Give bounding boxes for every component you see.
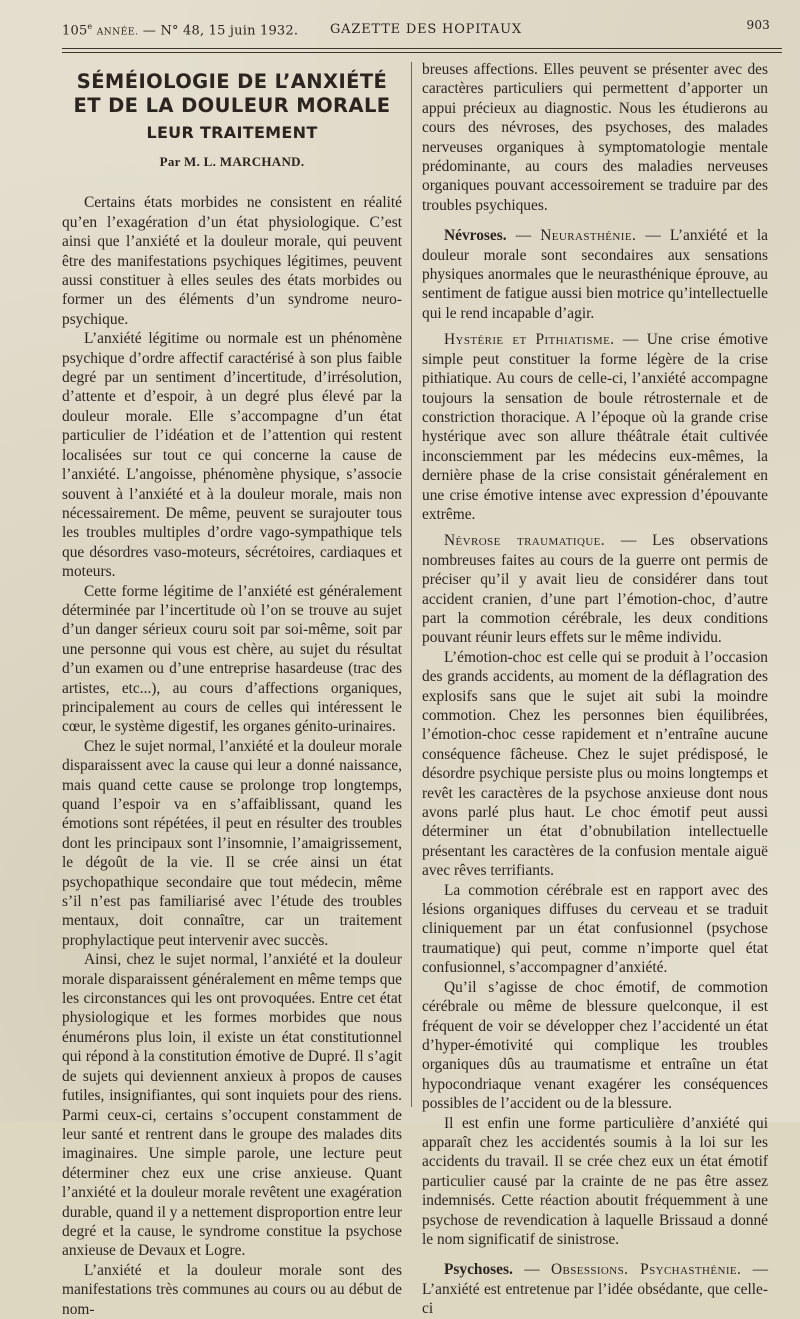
article-title-line1: SÉMÉIOLOGIE DE L’ANXIÉTÉ [76,70,388,93]
section-psychoses: Psychoses. — Obsessions. Psychasthénie. — L’anxiété est entretenue par l’idée obsédante, que celle-ci [422,1261,768,1318]
paragraph: L’anxiété légitime ou normale est un phénomène psychique d’ordre affectif caractérisé à son plus faible degré par un sentiment d’incertitude, d’irrésolution, d’attente et d’espoir, à un degré plus élevé par la douleur morale. Elle s’accompagne d’un état particulier de l’idéation et de l’attention qui restent localisées sur tout ce qui concerne la cause de l’anxiété. L’angoisse, phénomène physique, s’associe souvent à l’anxiété et à la douleur morale, mais non nécessairement. De même, peuvent se surajouter tous les troubles multiples d’ordre vago-sympathique tels que désordres vaso-moteurs, sécrétoires, cardiaques et moteurs. [62,330,402,581]
subsection-heading: Obsessions. Psychasthénie. [550,1261,742,1279]
header-page-number: 903 [746,18,770,32]
section-heading: Névroses. [444,227,507,245]
subsection-heading: Hystérie et Pithiatisme. [444,331,615,349]
paragraph: La commotion cérébrale est en rapport avec des lésions organiques diffuses du cerveau et se traduit cliniquement par un état confusionnel (psychose traumatique) qui peut, comme n’importe quel état confusionnel, s’accompagner d’anxiété. [422,881,768,977]
header-journal-title: GAZETTE DES HOPITAUX [330,22,522,37]
paragraph: Chez le sujet normal, l’anxiété et la douleur morale disparaissent avec la cause qui leur a donné naissance, mais quand cette cause se prolonge trop longtemps, quand l’espoir va en s’affaiblissant, quand les émotions sont répétées, il peut en résulter des troubles dont les principaux sont l’insomnie, l’amaigrissement, le dégoût de la vie. Il se crée ainsi un état psychopathique secondaire que tout médecin, même s’il n’est pas familiarisé avec l’étude des troubles mentaux, doit connaître, car un traitement prophylactique peut intervenir avec succès. [62,737,402,949]
paragraph: L’anxiété et la douleur morale sont des manifestations très communes au cours ou au début de nom- [62,1261,402,1318]
running-header [62,18,770,42]
header-issue: 105e ANNÉE. — N° 48, 15 juin 1932. [62,22,299,39]
header-rule [62,48,782,53]
section-hysterie: Hystérie et Pithiatisme. — Une crise émotive simple peut constituer la forme légère de la crise pithiatique. Au cours de celle-ci, l’anxiété accompagne toujours la sensation de boule rétrosternale et de constriction thoracique. A l’époque où la grande crise hystérique avec son allure théâtrale était cultivée inconsciemment par les médecins eux-mêmes, la dernière phase de la crise consistait généralement en une crise émotive intense avec expression d’épouvante extrême. [422,331,768,523]
paragraph: L’émotion-choc est celle qui se produit à l’occasion des grands accidents, au moment de la déflagration des explosifs sans que le sujet ait subi la moindre commotion. Chez les personnes bien équilibrées, l’émotion-choc cesse rapidement et n’entraîne aucune conséquence fâcheuse. Chez le sujet prédisposé, le désordre psychique persiste plus ou moins longtemps et revêt les caractères de la psychose anxieuse dont nous avons parlé plus haut. Le choc émotif peut aussi déterminer un état d’obnubilation intellectuelle présentant les caractères de la confusion mentale aiguë avec rêves terrifiants. [422,648,768,880]
paragraph: Qu’il s’agisse de choc émotif, de commotion cérébrale ou même de blessure quelconque, il est fréquent de voir se développer chez l’accidenté un état d’hyper-émotivité qui complique les troubles organiques dûs au traumatisme et entraîne un état hypocondriaque venant exagérer les conséquences possibles de l’accident ou de la blessure. [422,978,768,1113]
paragraph: Ainsi, chez le sujet normal, l’anxiété et la douleur morale disparaissent généralement en même temps que les circonstances qui les ont provoquées. Entre cet état physiologique et les formes morbides que nous énumérons plus loin, il existe un état constitutionnel qui répond à la constitution émotive de Dupré. Il s’agit de sujets qui deviennent anxieux à propos de causes futiles, insignifiantes, qui sont inquiets pour des riens. Parmi ceux-ci, certains s’occupent constamment de leur santé et rentrent dans le groupe des malades dits imaginaires. Une simple parole, une lecture peut déterminer chez eux une crise anxieuse. Quant l’anxiété et la douleur morale revêtent une exagération durable, quand il y a nettement disproportion entre leur degré et la cause, le syndrome constitue la psychose anxieuse de Devaux et Logre. [62,951,402,1260]
article-subtitle: LEUR TRAITEMENT [146,123,318,142]
subsection-heading: Neurasthénie. [540,227,637,245]
paragraph: Certains états morbides ne consistent en réalité qu’en l’exagération d’un état physiologique. C’est ainsi que l’anxiété et la douleur morale, qui peuvent être des manifestations psychiques légitimes, peuvent aussi constituer à elles seules des états morbides ou former un des éléments d’un syndrome neuro-psychique. [62,194,402,328]
section-nevroses: Névroses. — Neurasthénie. — L’anxiété et la douleur morale sont secondaires aux sensations physiques anormales que le neurasthénique éprouve, au sentiment de fatigue aussi bien motrice qu’intellectuelle qui le rend incapable d’agir. [422,227,768,322]
article-byline: Par M. L. MARCHAND. [159,154,305,169]
column-divider [411,62,412,1107]
left-column [62,60,402,1319]
right-column [422,60,768,1319]
section-nevrose-traumatique: Névrose traumatique. — Les observations nombreuses faites au cours de la guerre ont permis de préciser qu’il y avait lieu de considérer dans tout accident cranien, d’une part l’émotion-choc, d’autre part la commotion cérébrale, les deux conditions pouvant réunir leurs effets sur le même individu. [422,532,769,647]
paragraph: breuses affections. Elles peuvent se présenter avec des caractères particuliers qui permettent d’apporter un appui précieux au diagnostic. Nous les étudierons au cours des névroses, des psychoses, des malades nerveuses organiques à symptomatologie mentale prédominante, au cours des maladies nerveuses organiques pouvant accessoirement se traduire par des troubles psychiques. [422,61,768,214]
subsection-heading: Névrose traumatique. [444,532,606,550]
section-heading: Psychoses. [444,1261,513,1279]
article-title-line2: ET DE LA DOULEUR MORALE [73,94,391,117]
paragraph: Il est enfin une forme particulière d’anxiété qui apparaît chez les accidentés soumis à la loi sur les accidents du travail. Il se crée chez eux un état émotif particulier causé par la crainte de ne pas être assez indemnisés. Cette réaction aboutit fréquemment à une psychose de revendication à laquelle Brissaud a donné le nom significatif de sinistrose. [422,1114,768,1248]
paragraph: Cette forme légitime de l’anxiété est généralement déterminée par l’incertitude où l’on se trouve au sujet d’un danger sérieux couru soit par soi-même, soit par une personne qui vous est chère, au sujet du résultat d’un examen ou d’une entreprise hasardeuse (trac des artistes, etc...), au cours d’affections organiques, principalement au cours de celles qui intéressent le cœur, le système digestif, les organes génito-urinaires. [62,582,402,736]
